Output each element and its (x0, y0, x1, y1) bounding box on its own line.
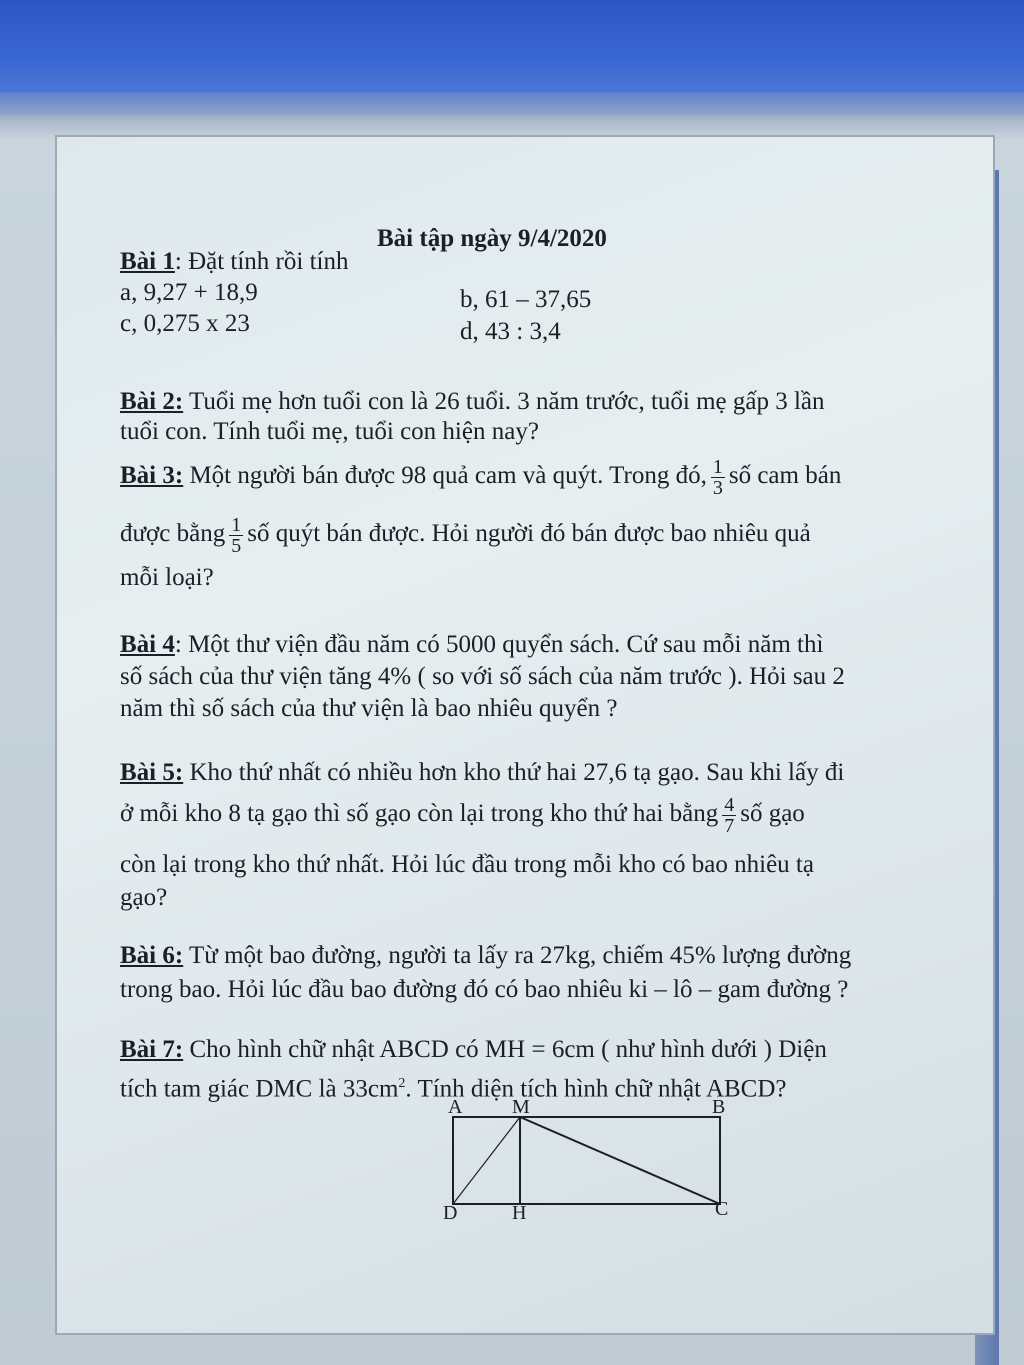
segment-md (453, 1117, 520, 1204)
fraction-one-third (711, 457, 725, 498)
exercise-4-line-1 (120, 630, 823, 660)
exercise-3-line-1 (120, 457, 841, 498)
exercise-7-label: Bài 7: (120, 1036, 184, 1063)
exercise-5-text-line2a: ở mỗi kho 8 tạ gạo thì số gạo còn lại trong kho thứ hai bằng (120, 800, 719, 828)
exercise-5-line-1 (120, 758, 844, 788)
point-h-label: H (512, 1202, 527, 1224)
fraction-numerator: 1 (712, 456, 723, 478)
fraction-denominator: 7 (724, 815, 735, 837)
vertex-a-label: A (448, 1096, 463, 1118)
worksheet (55, 135, 995, 1335)
exercise-3-label: Bài 3: (120, 462, 184, 490)
fraction-numerator: 4 (724, 794, 735, 816)
exercise-5-line-4: gạo? (120, 884, 168, 911)
exercise-6-label: Bài 6: (120, 942, 184, 969)
fraction-four-sevenths (722, 795, 736, 836)
exercise-1-heading (120, 247, 348, 277)
exercise-3-line-3: mỗi loại? (120, 564, 214, 591)
exercise-5-label: Bài 5: (120, 759, 184, 786)
exercise-7-text-line2a: tích tam giác DMC là 33cm (120, 1075, 399, 1103)
point-m-label: M (512, 1096, 530, 1118)
exercise-1a: a, 9,27 + 18,9 (120, 279, 258, 306)
exercise-1-text: : Đặt tính rồi tính (174, 248, 349, 275)
vertex-c-label: C (715, 1198, 729, 1220)
exercise-3-text-line2b: số quýt bán được. Hỏi người đó bán được bao nhiêu quả (247, 520, 811, 548)
superscript-2: 2 (398, 1076, 406, 1091)
exercise-1-label: Bài 1 (120, 248, 175, 275)
exercise-4-label: Bài 4 (120, 631, 175, 658)
exercise-7-text: Cho hình chữ nhật ABCD có MH = 6cm ( như hình dưới ) Diện (183, 1036, 827, 1063)
exercise-3-line-2 (120, 515, 811, 556)
exercise-7-text-line2b: . Tính diện tích hình chữ nhật ABCD? (405, 1075, 787, 1103)
exercise-3-text-cont: số cam bán (728, 462, 842, 490)
segment-mc (520, 1117, 720, 1204)
fraction-numerator: 1 (231, 514, 242, 536)
exercise-1c: c, 0,275 x 23 (120, 310, 250, 337)
exercise-5-line-3: còn lại trong kho thứ nhất. Hỏi lúc đầu trong mỗi kho có bao nhiêu tạ (120, 851, 814, 878)
exercise-5-text: Kho thứ nhất có nhiều hơn kho thứ hai 27,6 tạ gạo. Sau khi lấy đi (183, 759, 845, 786)
exercise-4-line-3: năm thì số sách của thư viện là bao nhiêu quyển ? (120, 695, 618, 722)
exercise-5-text-line2b: số gạo (740, 800, 805, 828)
exercise-4-text: : Một thư viện đầu năm có 5000 quyển sách. Cứ sau mỗi năm thì (174, 631, 824, 658)
fraction-denominator: 3 (712, 477, 723, 499)
exercise-3-text-line2a: được bằng (120, 520, 226, 548)
exercise-2-line-1 (120, 387, 825, 417)
exercise-6-line-2: trong bao. Hỏi lúc đầu bao đường đó có bao nhiêu ki – lô – gam đường ? (120, 976, 849, 1003)
exercise-6-line-1 (120, 941, 851, 971)
exercise-6-text: Từ một bao đường, người ta lấy ra 27kg, chiếm 45% lượng đường (183, 942, 852, 969)
rectangle-abcd-diagram (440, 1095, 760, 1225)
exercise-1b: b, 61 – 37,65 (460, 286, 592, 313)
exercise-2-line-2: tuổi con. Tính tuổi mẹ, tuổi con hiện nay? (120, 418, 539, 445)
rectangle-abcd (453, 1117, 720, 1204)
exercise-4-line-2: số sách của thư viện tăng 4% ( so với số sách của năm trước ). Hỏi sau 2 (120, 663, 845, 690)
fraction-one-fifth (229, 515, 243, 556)
exercise-5-line-2 (120, 795, 805, 836)
exercise-2-text: Tuổi mẹ hơn tuổi con là 26 tuổi. 3 năm trước, tuổi mẹ gấp 3 lần (183, 388, 825, 415)
exercise-2-label: Bài 2: (120, 388, 184, 415)
exercise-3-text: Một người bán được 98 quả cam và quýt. Trong đó, (183, 462, 707, 490)
fraction-denominator: 5 (231, 535, 242, 557)
worksheet-title: Bài tập ngày 9/4/2020 (377, 225, 607, 252)
exercise-7-line-1 (120, 1035, 827, 1065)
vertex-d-label: D (443, 1202, 458, 1224)
exercise-1d: d, 43 : 3,4 (460, 318, 561, 345)
vertex-b-label: B (712, 1096, 726, 1118)
monitor-bezel (0, 92, 1024, 114)
